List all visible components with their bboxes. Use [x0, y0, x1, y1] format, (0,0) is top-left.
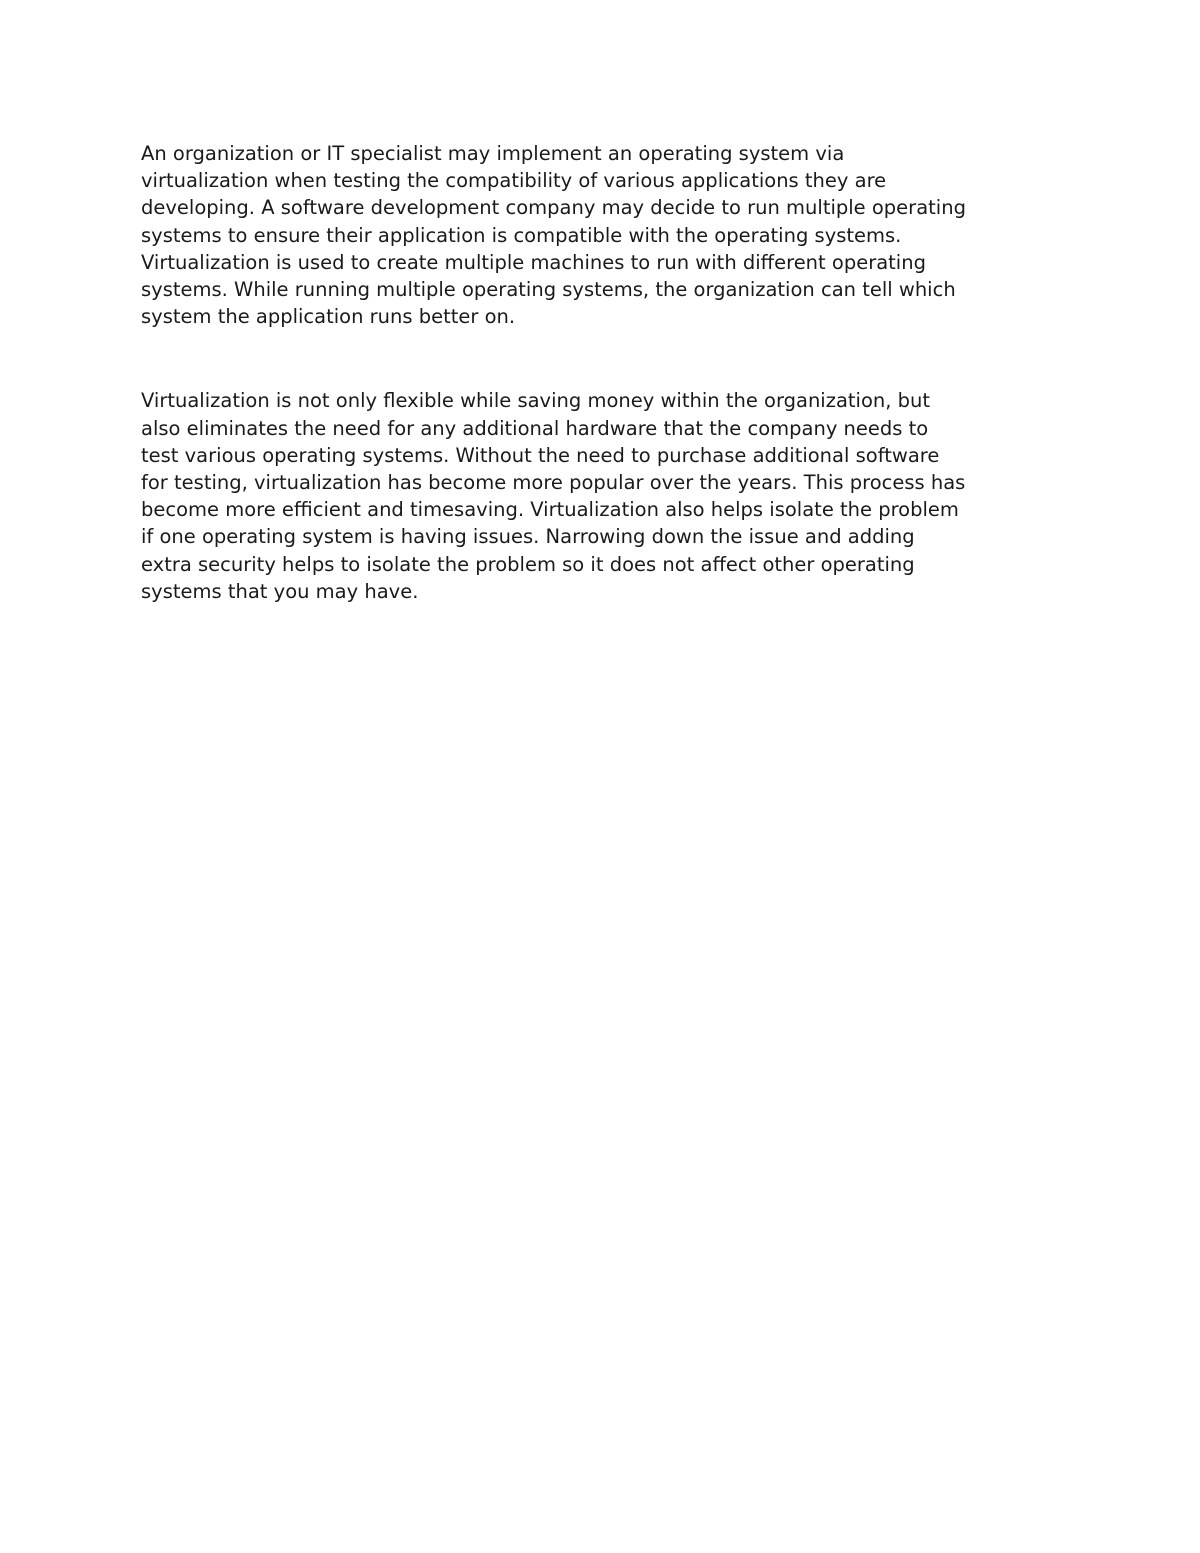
text-line: systems to ensure their application is compatible with the operating systems. — [141, 223, 902, 247]
text-line: for testing, virtualization has become more popular over the years. This process has — [141, 471, 966, 495]
text-line: developing. A software development company may decide to run multiple operating — [141, 196, 966, 220]
text-line: Virtualization is used to create multiple machines to run with different operating — [141, 250, 926, 274]
text-line: also eliminates the need for any additional hardware that the company needs to — [141, 416, 929, 440]
paragraph-2 — [141, 387, 1061, 605]
text-line: extra security helps to isolate the problem so it does not affect other operating — [141, 552, 915, 576]
text-line: systems that you may have. — [141, 579, 419, 603]
text-line: become more efficient and timesaving. Virtualization also helps isolate the problem — [141, 498, 959, 522]
document-body — [141, 140, 1061, 605]
text-line: An organization or IT specialist may implement an operating system via — [141, 142, 845, 165]
text-line: systems. While running multiple operating systems, the organization can tell which — [141, 278, 956, 302]
text-line: system the application runs better on. — [141, 305, 516, 329]
text-line: test various operating systems. Without the need to purchase additional software — [141, 443, 940, 467]
text-line: if one operating system is having issues. Narrowing down the issue and adding — [141, 525, 915, 549]
text-line: Virtualization is not only flexible while saving money within the organization, but — [141, 389, 931, 413]
paragraph-1 — [141, 140, 1061, 330]
text-line: virtualization when testing the compatibility of various applications they are — [141, 169, 887, 193]
